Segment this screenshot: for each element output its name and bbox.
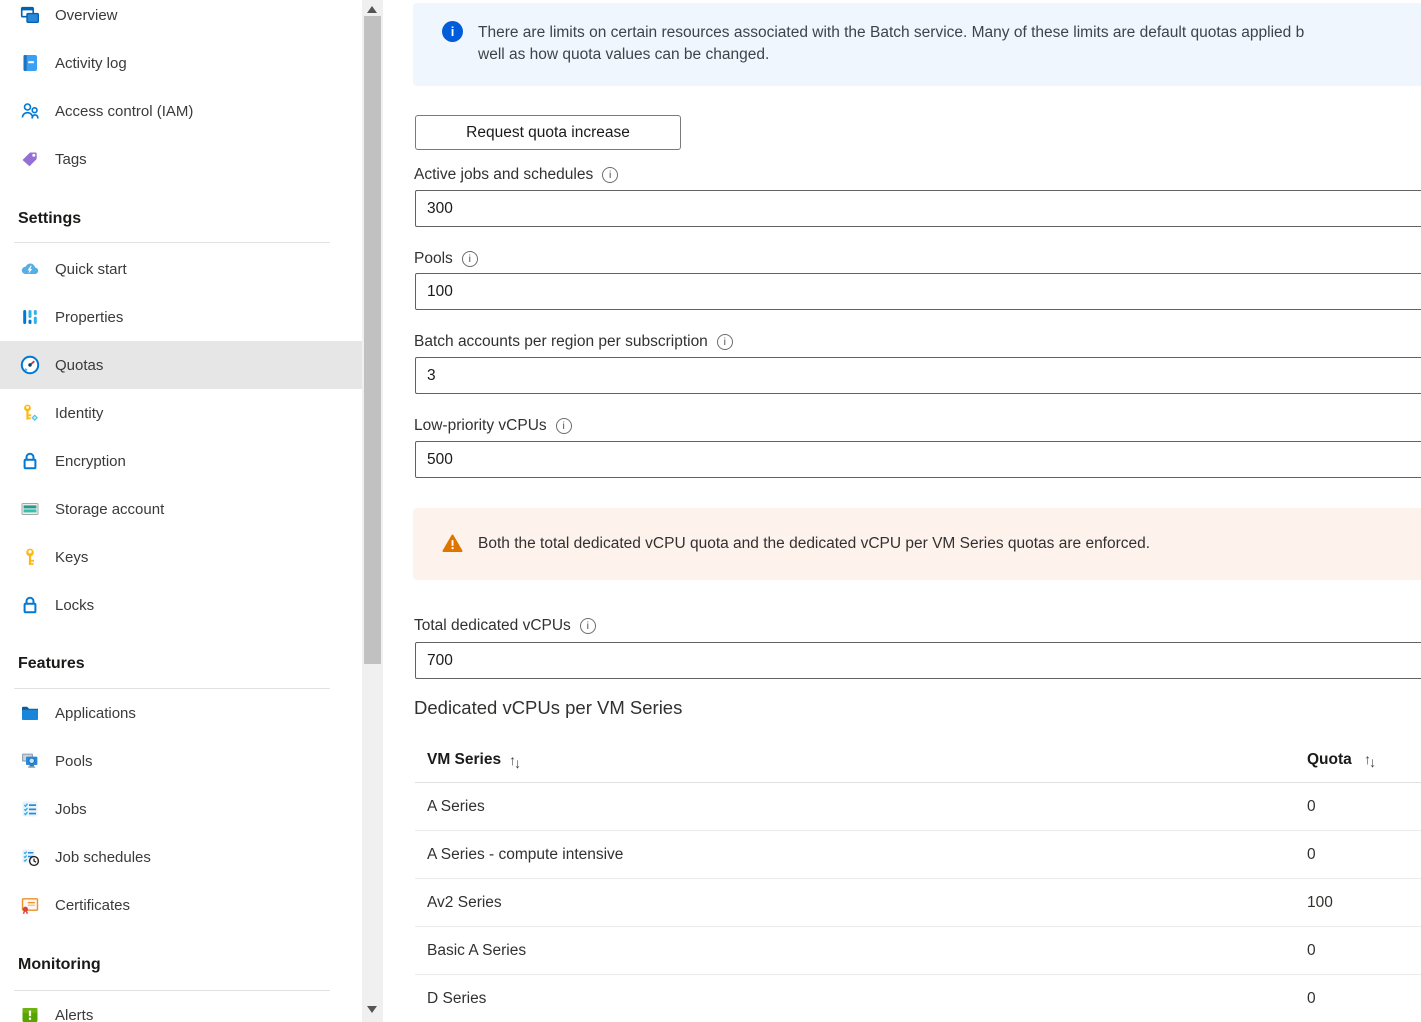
field-label-text: Total dedicated vCPUs (414, 617, 571, 634)
sidebar-item-label: Pools (55, 752, 93, 770)
info-tooltip-icon[interactable] (556, 418, 572, 434)
sidebar-item-overview[interactable] (0, 0, 362, 39)
sidebar-item-label: Identity (55, 404, 104, 422)
lock-icon (20, 595, 40, 615)
jobs-icon (20, 799, 40, 819)
info-banner-line1: There are limits on certain resources associated with the Batch service. Many of these limits are default quotas applied b (478, 24, 1305, 41)
divider (14, 242, 330, 243)
sidebar-scrollbar[interactable] (362, 0, 383, 1022)
sidebar-item-label: Locks (55, 596, 95, 614)
scroll-down-icon[interactable] (367, 1006, 377, 1013)
table-row (415, 879, 1421, 927)
quota-cell: 0 (1307, 989, 1316, 1007)
sidebar-item-tags[interactable] (0, 135, 362, 183)
vm-series-section-title: Dedicated vCPUs per VM Series (414, 697, 683, 718)
storage-account-icon (20, 499, 40, 519)
sidebar-item-label: Alerts (55, 1006, 94, 1022)
encryption-lock-icon (20, 451, 40, 471)
identity-icon (20, 403, 40, 423)
sidebar-item-alerts[interactable] (0, 991, 362, 1022)
vm-series-cell: Av2 Series (427, 893, 502, 911)
vm-series-cell: A Series (427, 797, 485, 815)
field-label-text: Pools (414, 250, 453, 267)
vm-series-cell: Basic A Series (427, 941, 527, 959)
keys-icon (20, 547, 40, 567)
sidebar-item-properties[interactable] (0, 293, 362, 341)
access-control-icon (20, 101, 40, 121)
field-label-active-jobs (414, 164, 618, 186)
overview-icon (20, 5, 40, 25)
field-label-text: Low-priority vCPUs (414, 417, 547, 434)
sort-icon[interactable]: ↑↓ (509, 751, 522, 771)
sidebar-item-jobs[interactable] (0, 785, 362, 833)
certificates-icon (20, 895, 40, 915)
sidebar-item-label: Certificates (55, 896, 131, 914)
sidebar-item-pools[interactable] (0, 737, 362, 785)
sidebar-item-label: Storage account (55, 500, 165, 518)
alerts-icon (20, 1005, 40, 1022)
properties-icon (20, 307, 40, 327)
info-tooltip-icon[interactable] (602, 167, 618, 183)
quota-cell: 0 (1307, 797, 1316, 815)
table-row (415, 831, 1421, 879)
sidebar-item-access-control[interactable] (0, 87, 362, 135)
sidebar-item-job-schedules[interactable] (0, 833, 362, 881)
quota-cell: 100 (1307, 893, 1333, 911)
vm-series-cell: D Series (427, 989, 487, 1007)
sidebar-item-label: Quick start (55, 260, 127, 278)
info-tooltip-icon[interactable] (580, 618, 596, 634)
quick-start-icon (20, 259, 40, 279)
sidebar-item-quick-start[interactable] (0, 245, 362, 293)
sidebar-item-activity-log[interactable] (0, 39, 362, 87)
sidebar-item-label: Keys (55, 548, 89, 566)
info-icon (442, 21, 463, 42)
batch-accounts-input[interactable] (415, 357, 1421, 394)
sidebar-section-monitoring: Monitoring (18, 956, 101, 973)
sidebar-item-label: Properties (55, 308, 124, 326)
vm-series-cell: A Series - compute intensive (427, 845, 624, 863)
column-header-label: Quota (1307, 750, 1352, 768)
field-label-text: Batch accounts per region per subscription (414, 333, 708, 350)
column-header-vm-series[interactable] (415, 751, 501, 769)
sidebar-item-label: Access control (IAM) (55, 102, 194, 120)
sidebar-item-label: Applications (55, 704, 136, 722)
sort-icon[interactable]: ↑↓ (1364, 750, 1377, 770)
sidebar-section-features: Features (18, 655, 85, 672)
scrollbar-thumb[interactable] (364, 16, 381, 664)
sidebar-item-label: Jobs (55, 800, 87, 818)
field-label-pools (414, 248, 478, 270)
table-row (415, 927, 1421, 975)
table-row (415, 783, 1421, 831)
column-header-label: VM Series (427, 750, 502, 768)
warning-icon (442, 534, 463, 558)
warning-banner-text: Both the total dedicated vCPU quota and the dedicated vCPU per VM Series quotas are enforced. (478, 535, 1151, 552)
warning-banner (413, 508, 1421, 580)
pools-icon (20, 751, 40, 771)
activity-log-icon (20, 53, 40, 73)
quota-cell: 0 (1307, 845, 1316, 863)
tags-icon (20, 149, 40, 169)
field-label-text: Active jobs and schedules (414, 166, 594, 183)
total-dedicated-vcpus-input[interactable] (415, 642, 1421, 679)
applications-icon (20, 703, 40, 723)
table-row (415, 975, 1421, 1022)
sidebar-item-certificates[interactable] (0, 881, 362, 929)
field-label-batch-accounts (414, 331, 733, 353)
sidebar-item-label: Activity log (55, 54, 127, 72)
column-header-quota[interactable] (1307, 751, 1378, 769)
pools-input[interactable] (415, 273, 1421, 310)
info-banner-line2: well as how quota values can be changed. (478, 46, 770, 63)
scroll-up-icon[interactable] (367, 6, 377, 13)
active-jobs-input[interactable] (415, 190, 1421, 227)
resource-menu-sidebar (0, 0, 362, 1022)
low-priority-vcpus-input[interactable] (415, 441, 1421, 478)
sidebar-item-applications[interactable] (0, 689, 362, 737)
info-tooltip-icon[interactable] (462, 251, 478, 267)
sidebar-item-label: Encryption (55, 452, 126, 470)
job-schedules-icon (20, 847, 40, 867)
sidebar-item-label: Quotas (55, 356, 104, 374)
info-banner-text (478, 22, 1304, 66)
sidebar-item-quotas[interactable] (0, 341, 362, 389)
field-label-total-dedicated-vcpus (414, 615, 596, 637)
main-content (413, 0, 1421, 1022)
info-tooltip-icon[interactable] (717, 334, 733, 350)
sidebar-item-locks[interactable] (0, 581, 362, 629)
vm-series-table (415, 737, 1421, 1022)
sidebar-item-label: Overview (55, 6, 118, 24)
sidebar-item-keys[interactable] (0, 533, 362, 581)
table-header-row (415, 737, 1421, 783)
quota-cell: 0 (1307, 941, 1316, 959)
request-quota-increase-button[interactable]: Request quota increase (415, 115, 681, 150)
sidebar-item-label: Job schedules (55, 848, 151, 866)
info-banner (413, 3, 1421, 86)
sidebar-item-encryption[interactable] (0, 437, 362, 485)
sidebar-item-label: Tags (55, 150, 87, 168)
sidebar-section-settings: Settings (18, 210, 82, 227)
field-label-low-priority-vcpus (414, 415, 572, 437)
sidebar-item-storage-account[interactable] (0, 485, 362, 533)
quotas-icon (20, 355, 40, 375)
sidebar-item-identity[interactable] (0, 389, 362, 437)
